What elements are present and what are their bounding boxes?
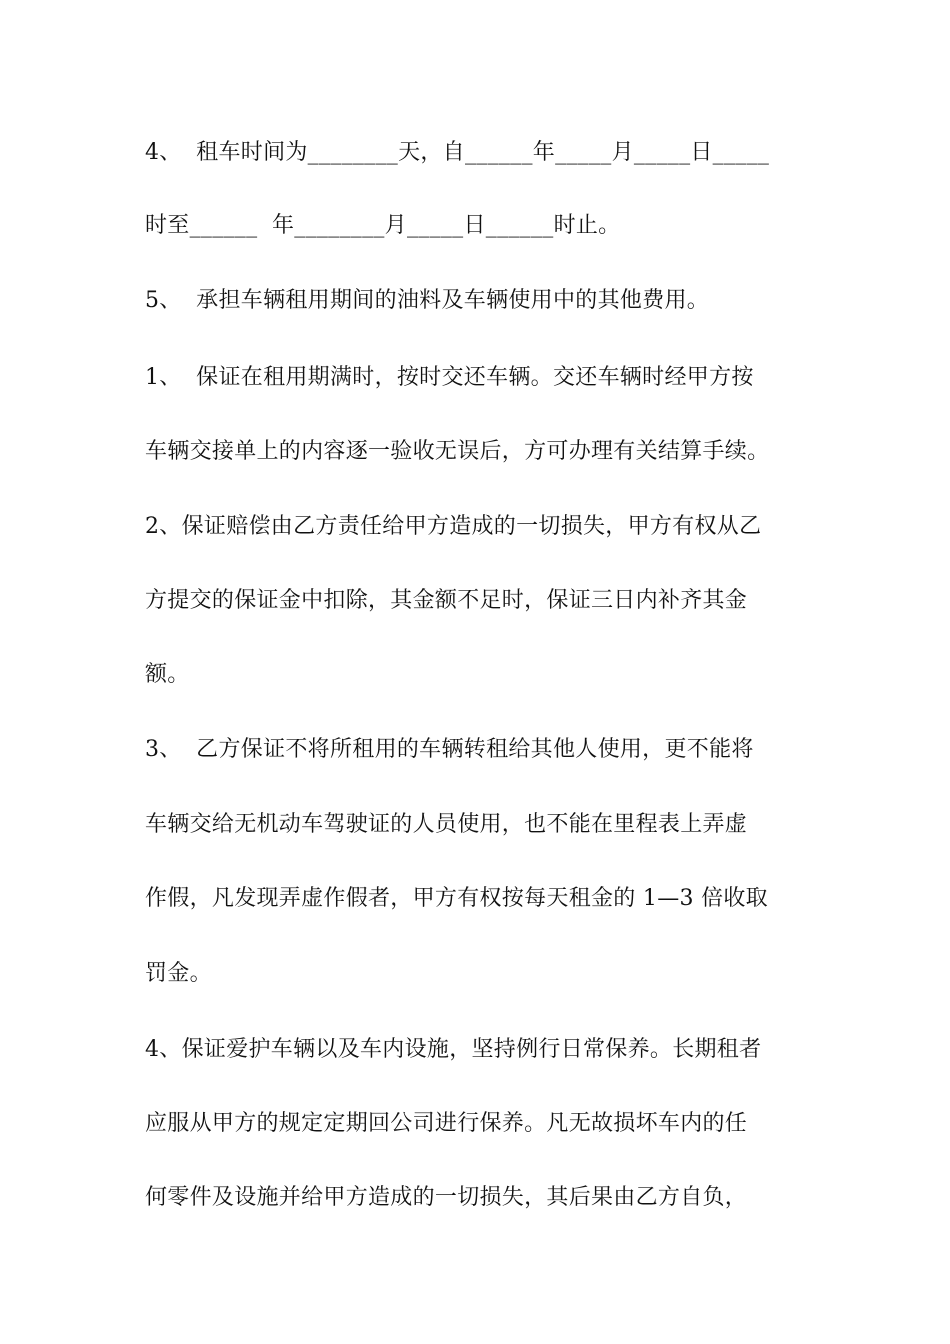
text-line: 5、 承担车辆租用期间的油料及车辆使用中的其他费用。: [145, 288, 710, 313]
text-line: 1、 保证在租用期满时，按时交还车辆。交还车辆时经甲方按: [145, 365, 754, 390]
text-line: 3、 乙方保证不将所租用的车辆转租给其他人使用，更不能将: [145, 737, 754, 762]
text-line: 应服从甲方的规定定期回公司进行保养。凡无故损坏车内的任: [145, 1111, 748, 1136]
text-line: 何零件及设施并给甲方造成的一切损失，其后果由乙方自负，: [145, 1185, 748, 1210]
text-line: 时至______ 年________月_____日______时止。: [145, 213, 621, 238]
text-line: 作假，凡发现弄虚作假者，甲方有权按每天租金的 1—3 倍收取: [145, 886, 768, 911]
text-line: 车辆交给无机动车驾驶证的人员使用，也不能在里程表上弄虚: [145, 812, 748, 837]
text-line: 车辆交接单上的内容逐一验收无误后，方可办理有关结算手续。: [145, 439, 770, 464]
text-line: 4、 租车时间为________天，自______年_____月_____日_____: [145, 140, 770, 165]
text-line: 罚金。: [145, 961, 212, 986]
text-line: 额。: [145, 662, 190, 687]
text-line: 4、保证爱护车辆以及车内设施，坚持例行日常保养。长期租者: [145, 1037, 762, 1062]
text-line: 方提交的保证金中扣除，其金额不足时，保证三日内补齐其金: [145, 588, 748, 613]
text-line: 2、保证赔偿由乙方责任给甲方造成的一切损失，甲方有权从乙: [145, 514, 762, 539]
